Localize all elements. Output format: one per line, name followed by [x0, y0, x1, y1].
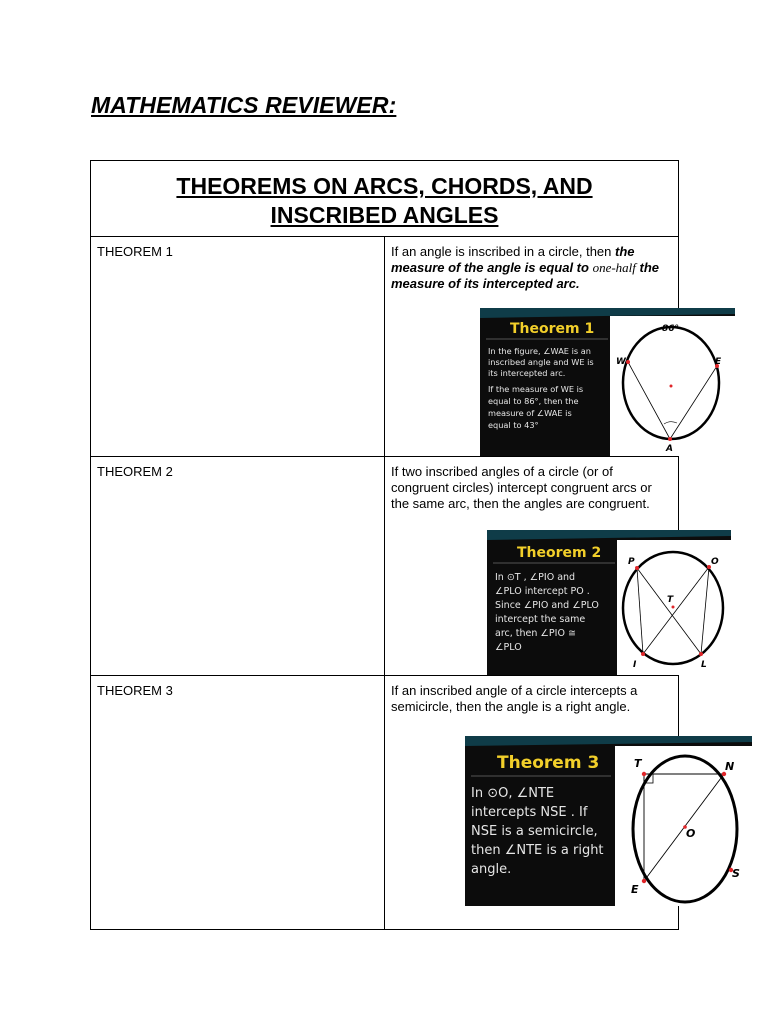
slide-line-3: its intercepted arc. — [488, 368, 566, 378]
theorem-1-label: THEOREM 1 — [91, 237, 385, 457]
arc-measure-label: 86° — [662, 324, 680, 334]
table-heading-line1: THEOREMS ON ARCS, CHORDS, AND — [176, 173, 593, 199]
theorem-1-slide-image — [480, 308, 735, 456]
slide-line-4: then ∠NTE is a right — [471, 843, 604, 858]
slide-title: Theorem 3 — [497, 753, 600, 773]
theorem-2-content — [385, 457, 719, 676]
label-s: S — [732, 867, 740, 880]
slide-line-1: In the figure, ∠WAE is an — [488, 346, 591, 356]
slide-line-3: NSE is a semicircle, — [471, 824, 598, 839]
theorem-3-label: THEOREM 3 — [91, 676, 385, 930]
theorems-table — [90, 160, 740, 930]
table-row-theorem-1 — [91, 237, 679, 457]
point-l — [699, 652, 703, 656]
table-heading — [91, 172, 678, 230]
slide-line-2: ∠PLO intercept PO . — [495, 586, 590, 597]
label-a: A — [666, 444, 673, 454]
point-a — [668, 437, 672, 441]
theorem-3-slide-image — [465, 736, 752, 906]
label-n: N — [725, 760, 735, 773]
point-e — [642, 879, 646, 883]
slide-line-3: Since ∠PIO and ∠PLO — [495, 600, 599, 611]
theorem-1-text-d: the measure of its intercepted arc. — [391, 260, 660, 291]
slide-line-4: intercept the same — [495, 614, 586, 625]
label-o: O — [686, 827, 696, 840]
label-p: P — [628, 557, 635, 567]
slide-title: Theorem 2 — [517, 545, 602, 561]
table-header-row — [91, 161, 679, 237]
slide-line-2: inscribed angle and WE is — [488, 357, 594, 367]
slide-line-2: intercepts NSE . If — [471, 805, 588, 820]
page-title: MATHEMATICS REVIEWER: — [91, 92, 397, 118]
slide-line-5: equal to 86°, then the — [488, 396, 579, 406]
table-heading-line2: INSCRIBED ANGLES — [270, 202, 499, 228]
theorem-1-text-c: one-half — [592, 260, 636, 275]
table-row-theorem-3 — [91, 676, 679, 930]
slide-line-4: If the measure of WE is — [488, 384, 584, 394]
point-p — [635, 566, 639, 570]
table-heading-cell — [91, 161, 679, 237]
slide-line-6: measure of ∠WAE is — [488, 408, 572, 418]
slide-line-6: ∠PLO — [495, 642, 522, 653]
point-i — [641, 652, 645, 656]
theorem-1-text-a: If an angle is inscribed in a circle, then — [391, 244, 616, 259]
center-point — [670, 385, 673, 388]
slide-line-1: In ⊙O, ∠NTE — [471, 786, 555, 801]
theorem-3-text: If an inscribed angle of a circle intercepts a semicircle, then the angle is a right angle. — [391, 683, 638, 714]
table-row-theorem-2 — [91, 457, 679, 676]
theorem-3-content — [385, 676, 740, 930]
slide-line-5: angle. — [471, 862, 512, 877]
label-w: W — [616, 357, 626, 367]
label-t: T — [634, 757, 642, 770]
label-t: T — [667, 595, 674, 605]
theorem-1-text — [391, 244, 672, 292]
theorem-2-text: If two inscribed angles of a circle (or of congruent circles) intercept congruent arcs or the same arc, then the angles are congruent. — [391, 464, 652, 511]
slide-line-7: equal to 43° — [488, 420, 539, 430]
slide-line-5: arc, then ∠PIO ≅ — [495, 628, 576, 639]
theorem-2-slide-image — [487, 530, 731, 675]
point-t — [642, 772, 646, 776]
slide-title: Theorem 1 — [510, 321, 595, 337]
label-l: L — [701, 660, 707, 670]
label-i: I — [633, 660, 637, 670]
point-w — [626, 360, 630, 364]
slide-line-1: In ⊙T , ∠PIO and — [495, 572, 576, 583]
label-e: E — [715, 357, 722, 367]
theorem-1-text-b: the measure of the angle is equal to — [391, 244, 635, 275]
theorem-2-label: THEOREM 2 — [91, 457, 385, 676]
theorem-1-content — [385, 237, 722, 457]
center-point — [672, 606, 675, 609]
label-o: O — [711, 557, 719, 567]
label-e: E — [631, 883, 639, 896]
